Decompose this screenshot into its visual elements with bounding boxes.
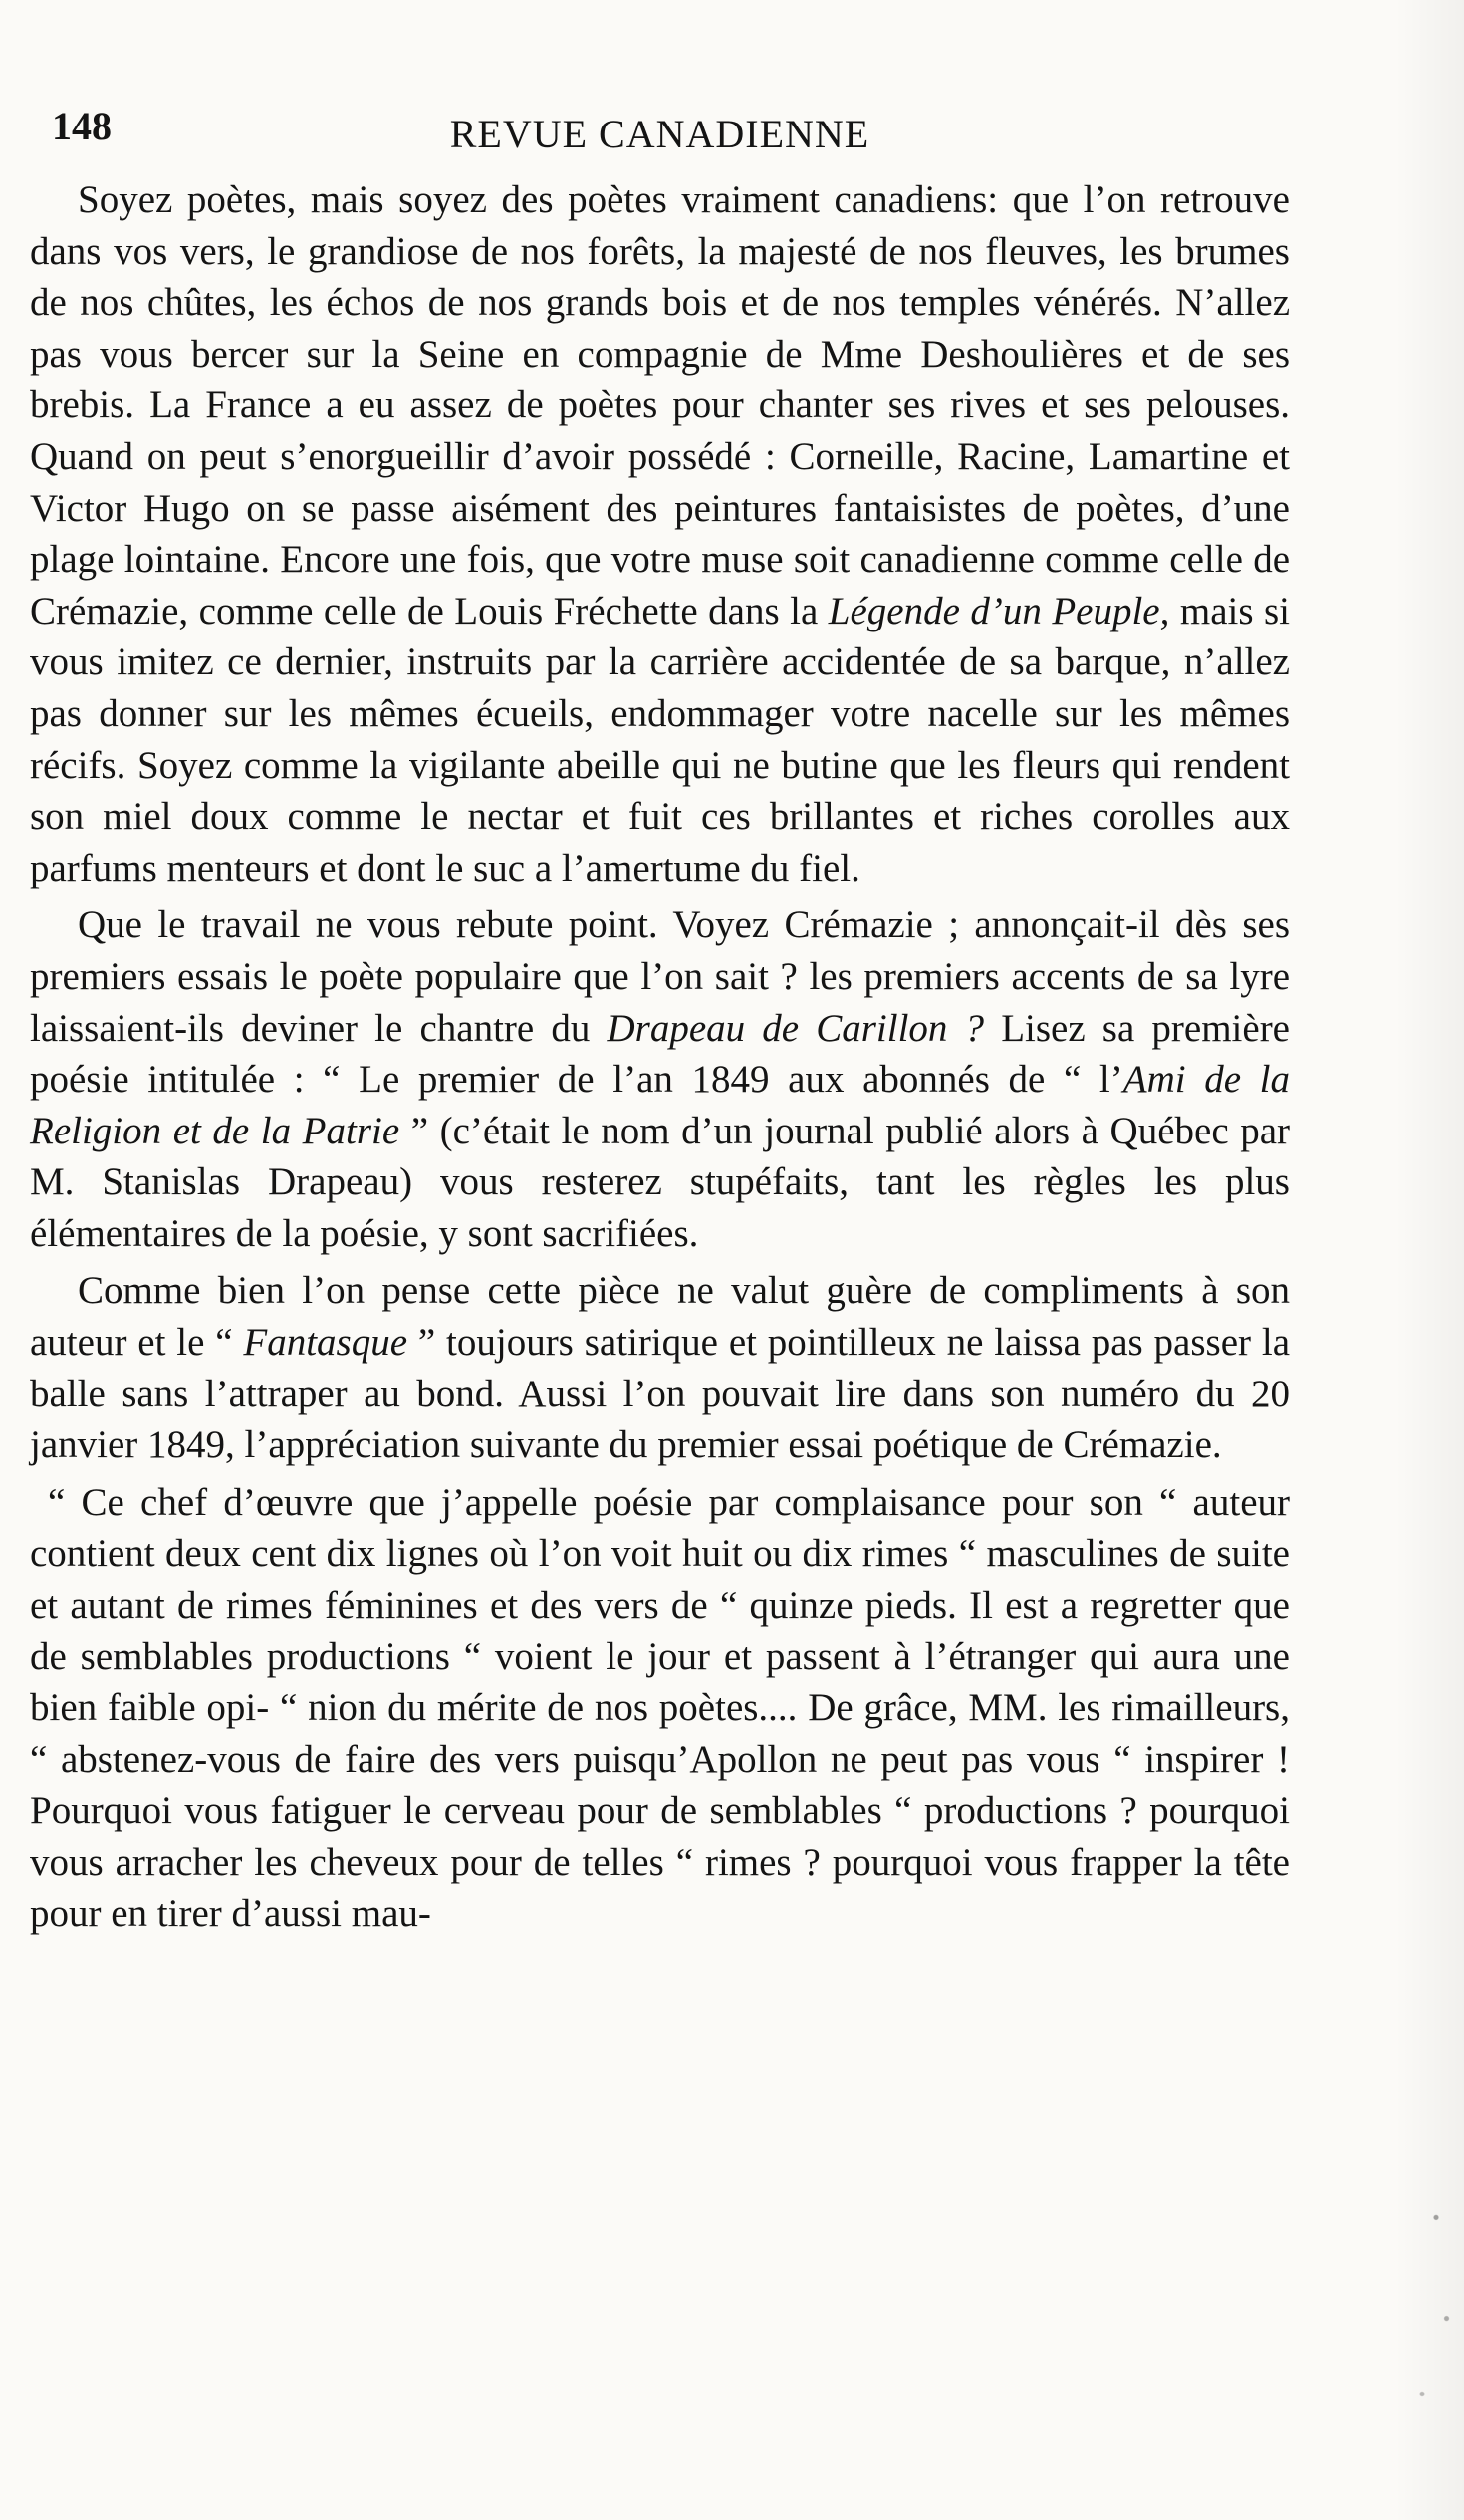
italic-title: Drapeau de Carillon ?	[607, 1006, 985, 1050]
page-header	[30, 95, 1290, 174]
text-run: Lisez sa première poésie intitulée : “ Le premier de l’an 1849 aux abonnés de “ l’	[30, 1006, 1290, 1102]
paragraph-1	[30, 174, 1290, 893]
text-run: Que le travail ne vous rebute point. Voyez Crémazie ; annonçait-il dès ses premiers essais le poète populaire que l’on sait ? les premiers accents de sa lyre laissaient-ils deviner le chantre du	[30, 903, 1290, 1050]
text-run: ” toujours satirique et pointilleux ne laissa pas passer la balle sans l’attraper au bond. Aussi l’on pouvait lire dans son numéro du 20 janvier 1849, l’appréciation suivante du premier essai poétique de Crémazie.	[30, 1321, 1291, 1467]
italic-title: Ami de la Religion et de la Patrie	[30, 1058, 1291, 1152]
paragraph-3	[30, 1265, 1290, 1470]
text-run: Soyez poètes, mais soyez des poètes vraiment canadiens: que l’on retrouve dans vos vers, le grandiose de nos forêts, la majesté de nos fleuves, les brumes de nos chûtes, les échos de nos grands bois et de nos temples vénérés. N’allez pas vous bercer sur la Seine en compagnie de Mme Deshoulières et de ses brebis. La France a eu assez de poètes pour chanter ses rives et ses pelouses. Quand on peut s’enorgueillir d’avoir possédé : Corneille, Racine, Lamartine et Victor Hugo on se passe aisément des peintures fantaisistes de poètes, d’une plage lointaine. Encore une fois, que votre muse soit canadienne comme celle de Crémazie, comme celle de Louis Fréchette dans la	[30, 178, 1290, 632]
quoted-paragraph	[30, 1477, 1290, 1939]
italic-title: Fantasque	[243, 1321, 408, 1365]
page-edge-texture	[1394, 0, 1464, 2520]
book-page	[30, 95, 1290, 1939]
text-run: “ Ce chef d’œuvre que j’appelle poésie par complaisance pour son “ auteur contient deux cent dix lignes où l’on voit huit ou dix rimes “ masculines de suite et autant de rimes féminines et des vers de “ quinze pieds. Il est a regretter que de semblables productions “ voient le jour et passent à l’étranger qui aura une bien faible opi- “ nion du mérite de nos poètes.... De grâce, MM. les rimailleurs, “ abstenez-vous de faire des vers puisqu’Apollon ne peut pas vous “ inspirer ! Pourquoi vous fatiguer le cerveau pour de semblables “ productions ? pourquoi vous arracher les cheveux pour de telles “ rimes ? pourquoi vous frapper la tête pour en tirer d’aussi mau-	[30, 1480, 1290, 1935]
body-text	[30, 174, 1290, 1939]
running-title: REVUE CANADIENNE	[449, 112, 870, 156]
page-number: 148	[52, 104, 112, 148]
paragraph-2	[30, 899, 1290, 1259]
italic-title: Légende d’un Peuple,	[828, 589, 1170, 632]
text-run: Comme bien l’on pense cette pièce ne valut guère de compliments à son auteur et le “	[30, 1269, 1290, 1365]
text-run: mais si vous imitez ce dernier, instruits par la carrière accidentée de sa barque, n’allez pas donner sur les mêmes écueils, endommager votre nacelle sur les mêmes récifs. Soyez comme la vigilante abeille qui ne butine que les fleurs qui rendent son miel doux comme le nectar et fuit ces brillantes et riches corolles aux parfums menteurs et dont le suc a l’amertume du fiel.	[30, 589, 1291, 889]
text-run: ” (c’était le nom d’un journal publié alors à Québec par M. Stanislas Drapeau) vous resterez stupéfaits, tant les règles les plus élémentaires de la poésie, y sont sacrifiées.	[30, 1109, 1290, 1255]
